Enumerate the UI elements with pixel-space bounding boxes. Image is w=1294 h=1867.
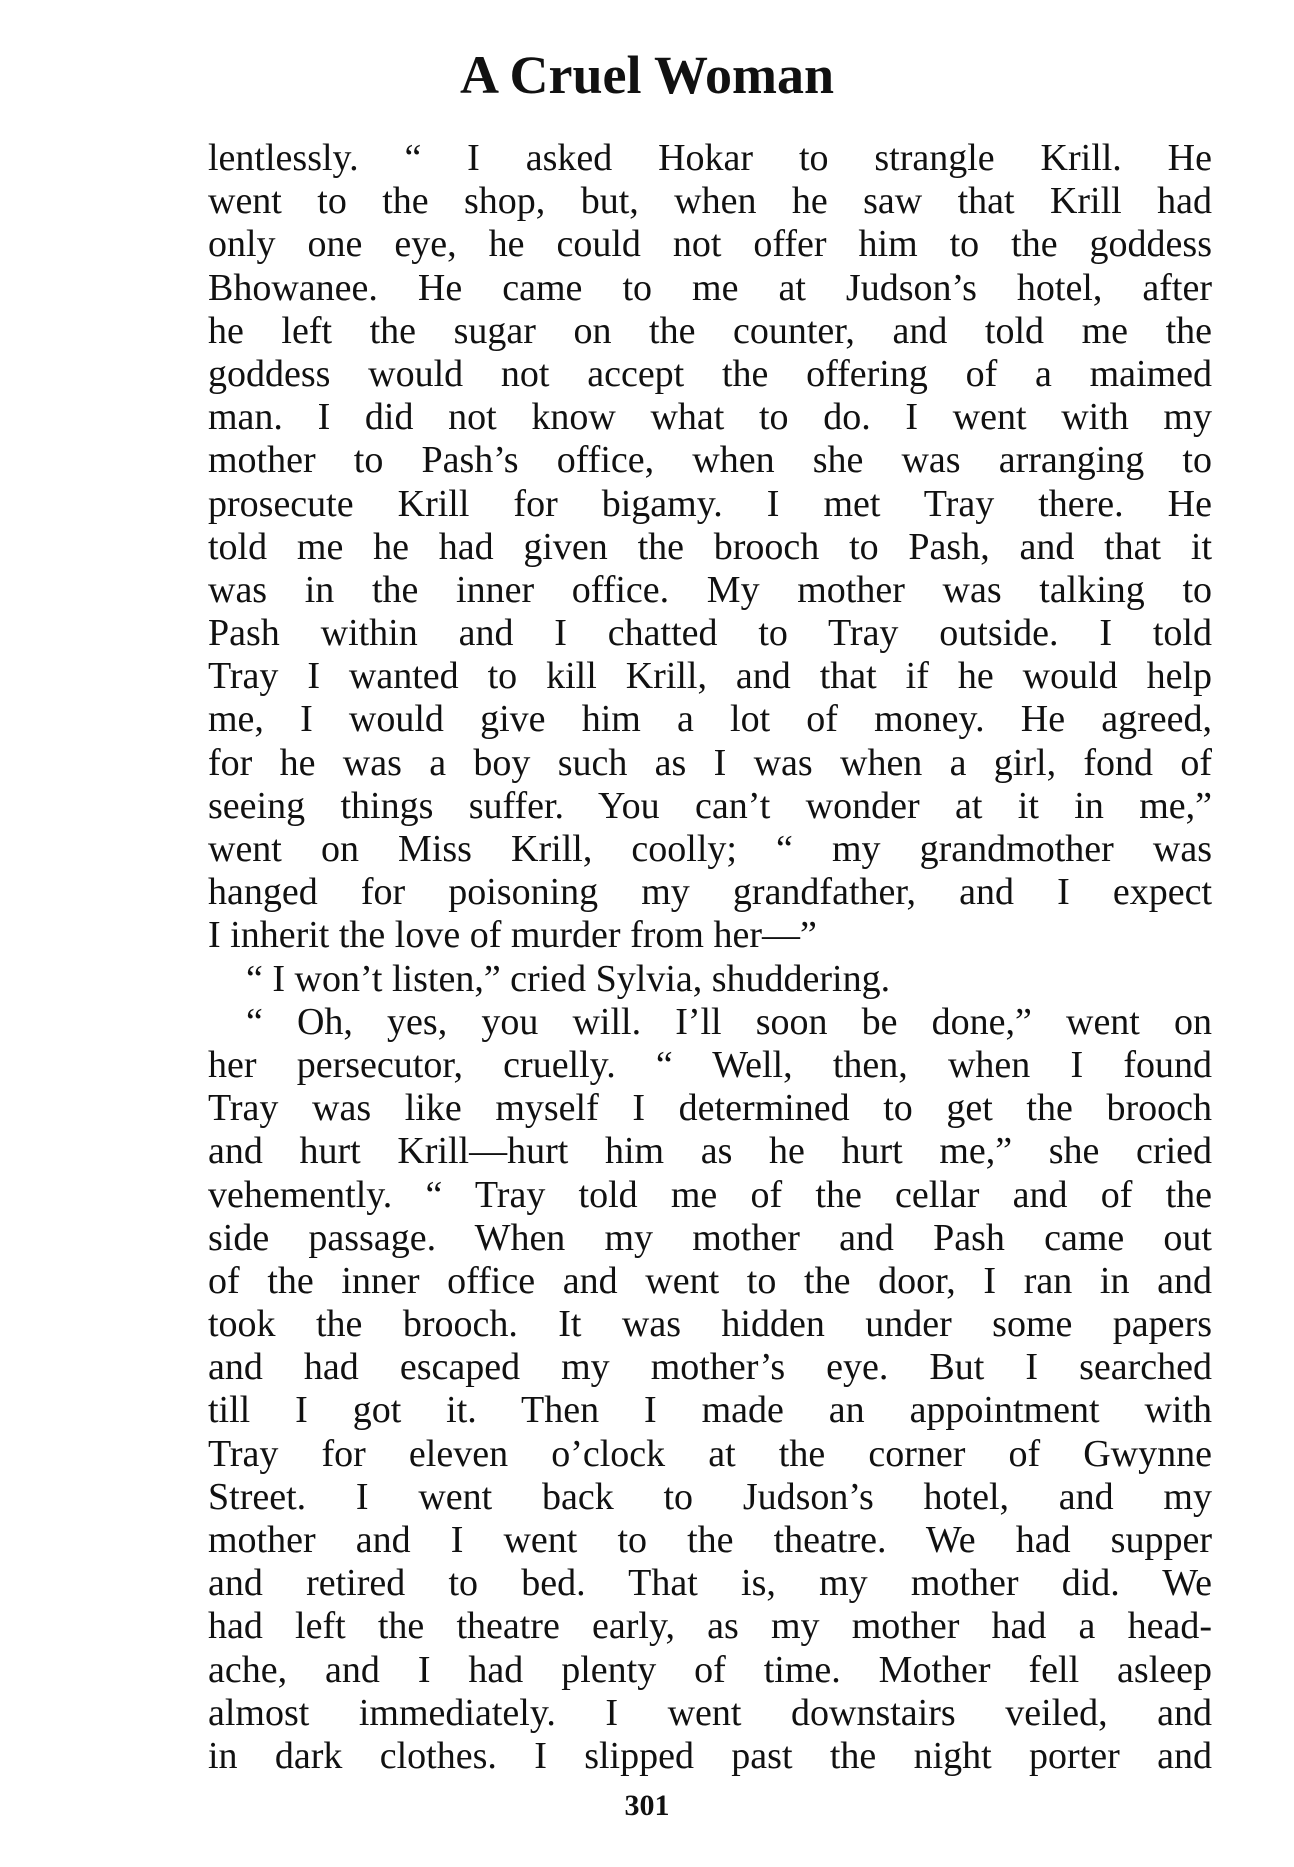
- text-line: seeing things suffer. You can’t wonder at it in me,”: [208, 784, 1212, 827]
- text-line: Bhowanee. He came to me at Judson’s hotel, after: [208, 266, 1212, 309]
- text-line: ache, and I had plenty of time. Mother fell asleep: [208, 1648, 1212, 1691]
- text-line: side passage. When my mother and Pash came out: [208, 1216, 1212, 1259]
- page-number: 301: [624, 1789, 670, 1822]
- text-line: had left the theatre early, as my mother had a head-: [208, 1605, 1212, 1648]
- text-line: went to the shop, but, when he saw that Krill had: [208, 180, 1212, 223]
- text-line: hanged for poisoning my grandfather, and I expect: [208, 871, 1212, 914]
- text-line: vehemently. “ Tray told me of the cellar and of the: [208, 1173, 1212, 1216]
- text-line: Tray for eleven o’clock at the corner of Gwynne: [208, 1432, 1212, 1475]
- text-line: and retired to bed. That is, my mother did. We: [208, 1562, 1212, 1605]
- text-line: Street. I went back to Judson’s hotel, and my: [208, 1475, 1212, 1518]
- text-line: her persecutor, cruelly. “ Well, then, when I found: [208, 1043, 1212, 1086]
- text-line: Tray I wanted to kill Krill, and that if he would help: [208, 655, 1212, 698]
- text-line: almost immediately. I went downstairs veiled, and: [208, 1691, 1212, 1734]
- text-line: he left the sugar on the counter, and told me the: [208, 309, 1212, 352]
- text-line: was in the inner office. My mother was talking to: [208, 568, 1212, 611]
- text-line: Tray was like myself I determined to get the brooch: [208, 1087, 1212, 1130]
- text-line: told me he had given the brooch to Pash, and that it: [208, 525, 1212, 568]
- text-line: “ I won’t listen,” cried Sylvia, shuddering.: [246, 957, 891, 1000]
- text-line: I inherit the love of murder from her—”: [208, 914, 817, 957]
- text-line: Pash within and I chatted to Tray outside. I told: [208, 612, 1212, 655]
- text-line: lentlessly. “ I asked Hokar to strangle Krill. He: [208, 137, 1212, 179]
- text-line: took the brooch. It was hidden under some papers: [208, 1303, 1212, 1346]
- text-line: goddess would not accept the offering of a maimed: [208, 352, 1212, 395]
- text-line: mother and I went to the theatre. We had supper: [208, 1519, 1212, 1561]
- text-line: went on Miss Krill, coolly; “ my grandmother was: [208, 828, 1212, 870]
- text-line: mother to Pash’s office, when she was arranging to: [208, 439, 1212, 482]
- text-line: “ Oh, yes, you will. I’ll soon be done,” went on: [246, 1000, 1212, 1043]
- text-line: in dark clothes. I slipped past the night porter and: [208, 1734, 1212, 1777]
- text-line: and had escaped my mother’s eye. But I searched: [208, 1346, 1212, 1389]
- body-text: [208, 137, 1212, 1778]
- text-line: till I got it. Then I made an appointment with: [208, 1389, 1212, 1432]
- text-line: only one eye, he could not offer him to the goddess: [208, 223, 1212, 266]
- text-line: me, I would give him a lot of money. He agreed,: [208, 698, 1212, 741]
- text-line: man. I did not know what to do. I went with my: [208, 396, 1212, 439]
- running-head: A Cruel Woman: [459, 45, 835, 105]
- text-line: of the inner office and went to the door, I ran in and: [208, 1259, 1212, 1302]
- text-line: and hurt Krill—hurt him as he hurt me,” she cried: [208, 1130, 1212, 1173]
- text-line: prosecute Krill for bigamy. I met Tray there. He: [208, 482, 1212, 525]
- text-line: for he was a boy such as I was when a girl, fond of: [208, 741, 1212, 784]
